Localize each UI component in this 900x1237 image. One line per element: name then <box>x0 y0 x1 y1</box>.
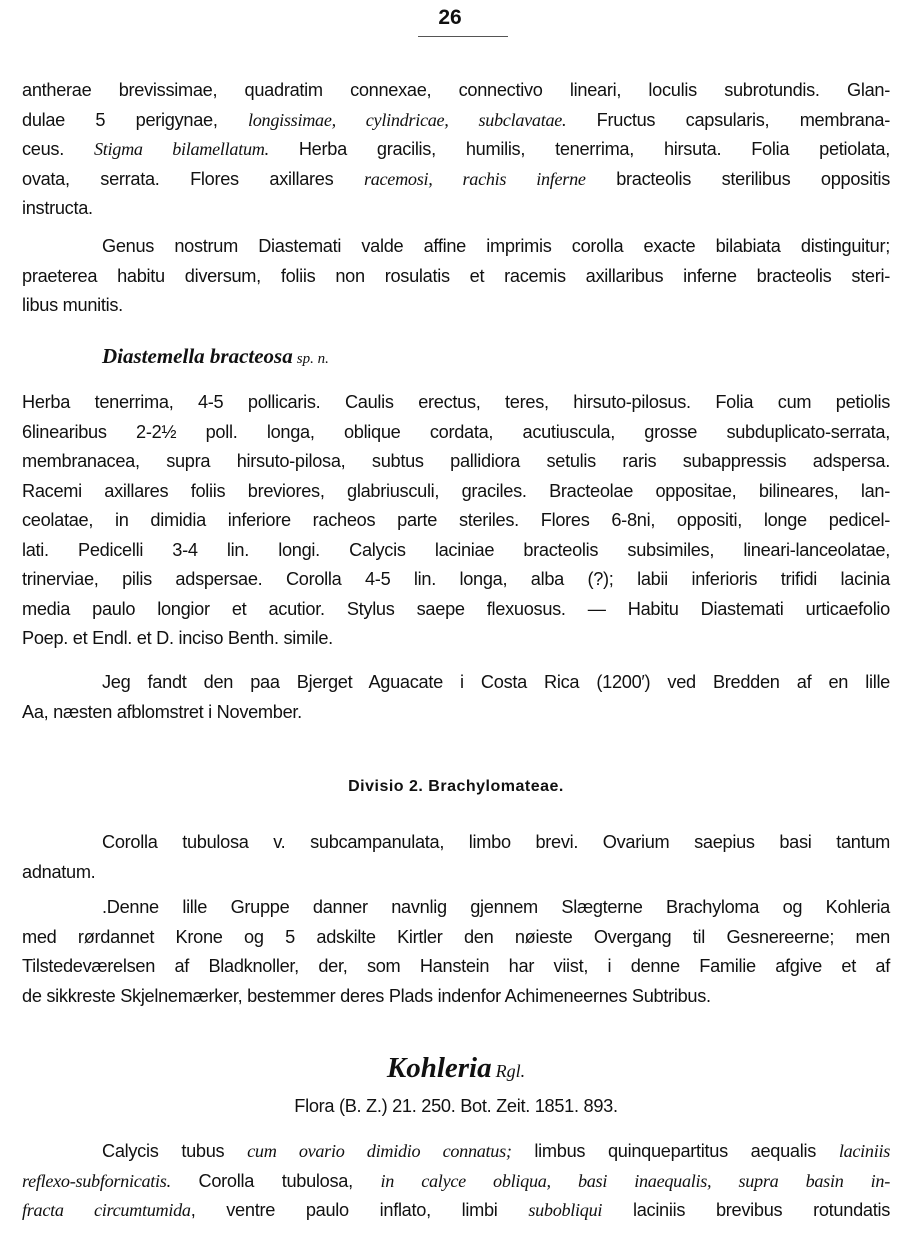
text-line: med rørdannet Krone og 5 adskilte Kirtler den nøieste Overgang til Gesnereerne; men <box>22 926 890 947</box>
genus-author: Rgl. <box>495 1061 526 1081</box>
paragraph-species-description <box>22 388 890 654</box>
text-span: ceus. <box>22 139 94 159</box>
text-line: membranacea, supra hirsuto-pilosa, subtus pallidiora setulis raris subappressis adspersa. <box>22 451 890 471</box>
text-line: Jeg fandt den paa Bjerget Aguacate i Costa Rica (1200′) ved Bredden af en lille <box>102 672 890 692</box>
page-number: 26 <box>438 6 462 29</box>
text-span: limbus quinquepartitus aequalis <box>511 1141 839 1161</box>
text-line: libus munitis. <box>22 295 123 315</box>
italic-text: Stigma bilamellatum. <box>93 139 269 159</box>
paragraph-locality <box>22 668 890 727</box>
text-line <box>22 1196 890 1226</box>
text-span: , ventre paulo inflato, limbi <box>190 1200 529 1220</box>
text-line <box>22 135 890 165</box>
text-span: Herba gracilis, humilis, tenerrima, hirsuta. Folia petiolata, <box>268 139 890 159</box>
text-line <box>22 165 890 195</box>
text-line: Racemi axillares foliis breviores, glabriusculi, graciles. Bracteolae oppositae, bilineares, lan- <box>22 480 890 501</box>
text-line: adnatum. <box>22 861 96 882</box>
text-line: media paulo longior et acutior. Stylus saepe flexuosus. — Habitu Diastemati urticaefolio <box>22 598 890 619</box>
text-line: de sikkreste Skjelnemærker, bestemmer deres Plads indenfor Achimeneernes Subtribus. <box>22 985 711 1006</box>
genus-heading <box>22 1052 890 1085</box>
text-span: bracteolis sterilibus oppositis <box>585 168 890 189</box>
text-line: Corolla tubulosa v. subcampanulata, limbo brevi. Ovarium saepius basi tantum <box>102 832 890 852</box>
text-line: trinerviae, pilis adspersae. Corolla 4-5 lin. longa, alba (?); labii inferioris trifidi lacinia <box>22 569 890 589</box>
text-line: Tilstedeværelsen af Bladknoller, der, som Hanstein har viist, i denne Familie afgive et af <box>22 956 890 976</box>
text-line: praeterea habitu diversum, foliis non rosulatis et racemis axillaribus inferne bracteolis steri- <box>22 265 890 286</box>
italic-text: laciniis <box>838 1141 890 1161</box>
italic-text: in calyce obliqua, basi inaequalis, supra basin in- <box>380 1170 890 1191</box>
italic-text: cum ovario dimidio connatus; <box>247 1141 512 1161</box>
italic-text: racemosi, rachis inferne <box>363 168 586 189</box>
text-line <box>22 1137 890 1167</box>
text-line: Genus nostrum Diastemati valde affine imprimis corolla exacte bilabiata distinguitur; <box>102 236 890 256</box>
text-line: Herba tenerrima, 4-5 pollicaris. Caulis erectus, teres, hirsuto-pilosus. Folia cum petiolis <box>22 392 890 412</box>
text-span: Corolla tubulosa, <box>170 1170 381 1191</box>
text-line <box>22 106 890 136</box>
text-span: Fructus capsularis, membrana- <box>566 109 890 130</box>
text-line: 6linearibus 2-2½ poll. longa, oblique cordata, acutiuscula, grosse subduplicato-serrata, <box>22 421 890 442</box>
genus-name: Kohleria <box>386 1052 492 1084</box>
text-span: laciniis brevibus rotundatis <box>602 1200 890 1220</box>
text-span: dulae 5 perigynae, <box>22 109 249 130</box>
italic-text: reflexo-subfornicatis. <box>22 1170 171 1191</box>
paragraph-division-description <box>22 828 890 887</box>
text-span: Calycis tubus <box>102 1141 248 1161</box>
paragraph-genus-comparison <box>22 232 890 321</box>
genus-reference: Flora (B. Z.) 21. 250. Bot. Zeit. 1851. 893. <box>294 1096 618 1116</box>
italic-text: subobliqui <box>528 1200 603 1220</box>
text-span: ovata, serrata. Flores axillares <box>22 168 364 189</box>
text-line <box>22 1167 890 1197</box>
text-line: Poep. et Endl. et D. inciso Benth. simile. <box>22 628 333 648</box>
text-line: instructa. <box>22 198 93 218</box>
text-line: Aa, næsten afblomstret i November. <box>22 701 302 722</box>
division-heading: Divisio 2. Brachylomateae. <box>348 778 564 795</box>
text-line: antherae brevissimae, quadratim connexae, connectivo lineari, loculis subrotundis. Glan- <box>22 80 890 100</box>
italic-text: longissimae, cylindricae, subclavatae. <box>248 109 567 130</box>
text-line: ceolatae, in dimidia inferiore racheos parte steriles. Flores 6-8ni, oppositi, longe pedicel- <box>22 510 890 530</box>
species-name: Diastemella bracteosa <box>102 344 293 368</box>
text-line: lati. Pedicelli 3-4 lin. longi. Calycis laciniae bracteolis subsimiles, lineari-lanceolatae, <box>22 539 890 560</box>
text-line: .Denne lille Gruppe danner navnlig gjennem Slægterne Brachyloma og Kohleria <box>102 897 890 917</box>
page-number-rule <box>418 36 508 37</box>
paragraph-division-notes <box>22 893 890 1011</box>
italic-text: fracta circumtumida <box>22 1200 191 1220</box>
paragraph-kohleria-description <box>22 1137 890 1226</box>
paragraph-genus-description <box>22 76 890 224</box>
species-heading <box>102 344 329 369</box>
species-suffix: sp. n. <box>296 351 329 367</box>
